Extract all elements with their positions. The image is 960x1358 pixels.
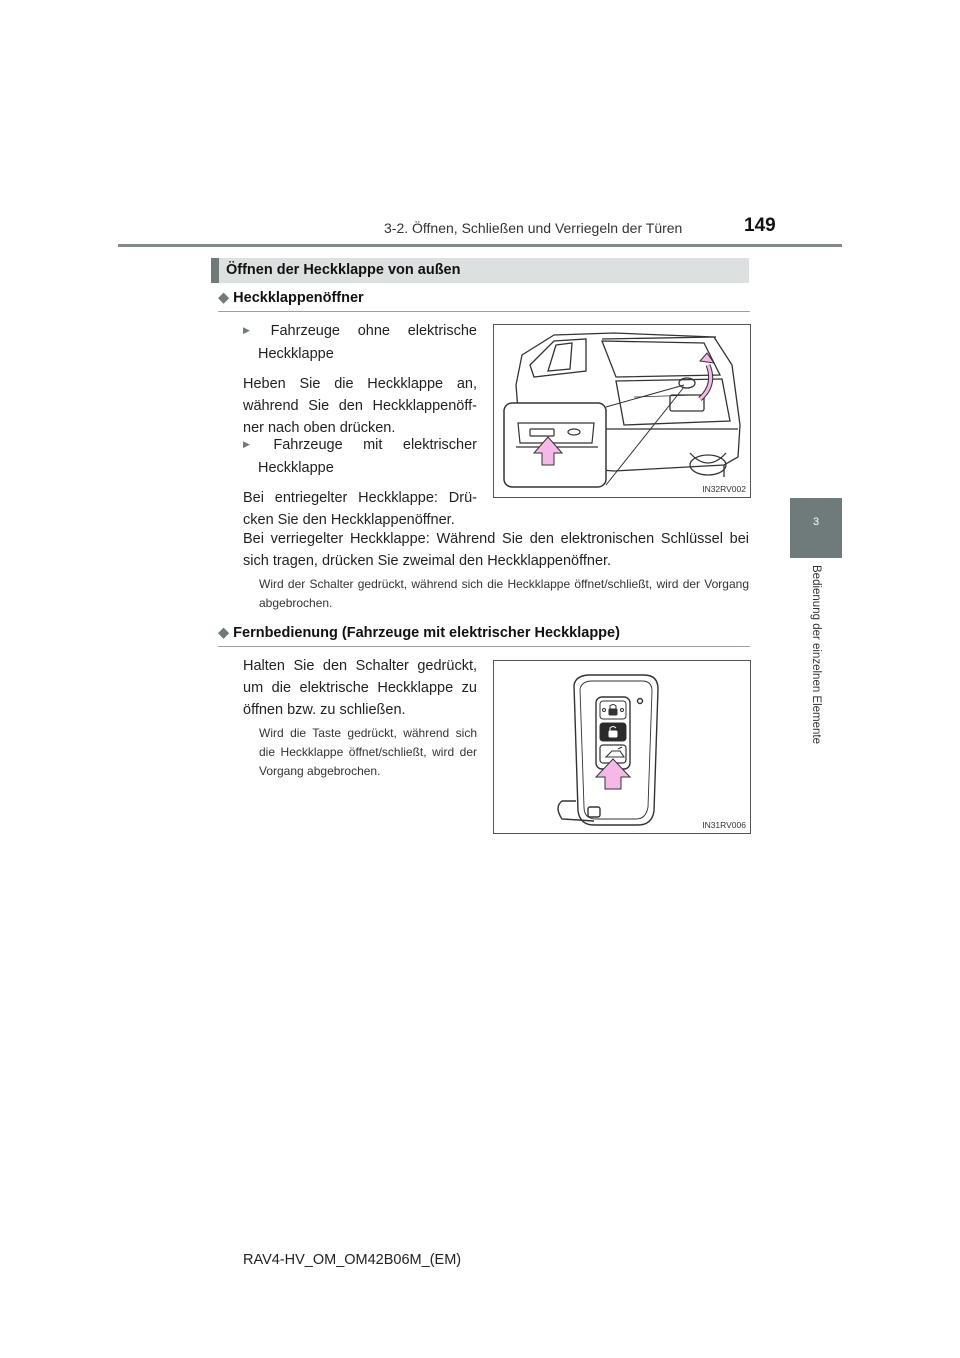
item-title-wrapper — [243, 434, 477, 479]
note-abort: Wird der Schalter gedrückt, während sich die Heckklappe öffnet/schließt, wird der Vorgang abgebrochen. — [259, 577, 749, 610]
item-power-tailgate — [243, 434, 477, 531]
subheading-fernbedienung — [218, 625, 620, 641]
key-fob-illustration — [494, 661, 750, 833]
item-title: Fahrzeuge mit elektrischer Heckklappe — [258, 437, 478, 476]
section-title: Öffnen der Heckklappe von außen — [226, 262, 461, 278]
chapter-tab-label: Bedienung der einzelnen Elemente — [810, 565, 822, 745]
diamond-bullet-icon: ◆ — [218, 625, 230, 641]
chapter-tab-number: 3 — [812, 516, 820, 528]
section-header — [211, 258, 749, 283]
item-title: Fahrzeuge ohne elektrische Heckklappe — [258, 323, 477, 362]
chapter-tab — [790, 498, 842, 558]
car-rear-illustration — [494, 325, 750, 497]
figure-tailgate-opener — [493, 324, 751, 498]
item-text: Heben Sie die Heckklappe an, während Sie den Heckklappenöff-ner nach oben drücken. — [243, 376, 477, 436]
remote-text: Halten Sie den Schalter gedrückt, um die elektrische Heckklappe zu öffnen bzw. zu schließen. — [243, 658, 477, 718]
locked-tailgate-text: Bei verriegelter Heckklappe: Während Sie den elektronischen Schlüssel bei sich tragen, drücken Sie zweimal den Heckklappenöffner. — [243, 531, 749, 569]
note-remote-abort: Wird die Taste gedrückt, während sich die Heckklappe öffnet/schließt, wird der Vorgang abgebrochen. — [259, 726, 477, 778]
item-text: Bei entriegelter Heckklappe: Drü-cken Sie den Heckklappenöffner. — [243, 490, 477, 528]
subheading-heckklappenoeffner — [218, 290, 364, 306]
subheading-divider — [218, 311, 750, 312]
page-number: 149 — [744, 215, 776, 236]
item-no-power-tailgate — [243, 320, 477, 439]
figure-key-fob — [493, 660, 751, 834]
subheading-text: Fernbedienung (Fahrzeuge mit elektrischer Heckklappe) — [233, 625, 620, 641]
subheading-divider — [218, 646, 750, 647]
figure-code: IN32RV002 — [702, 484, 746, 494]
subheading-text: Heckklappenöffner — [233, 290, 364, 306]
header-chapter-title: 3-2. Öffnen, Schließen und Verriegeln der Türen — [384, 220, 683, 236]
diamond-bullet-icon: ◆ — [218, 290, 230, 306]
header-divider — [118, 244, 842, 247]
triangle-bullet-icon: ▶ — [243, 325, 264, 335]
footer-document-code: RAV4-HV_OM_OM42B06M_(EM) — [243, 1252, 462, 1268]
figure-code: IN31RV006 — [702, 820, 746, 830]
triangle-bullet-icon: ▶ — [243, 439, 267, 449]
item-title-wrapper — [243, 320, 477, 365]
chapter-tab-label-container — [790, 565, 842, 775]
